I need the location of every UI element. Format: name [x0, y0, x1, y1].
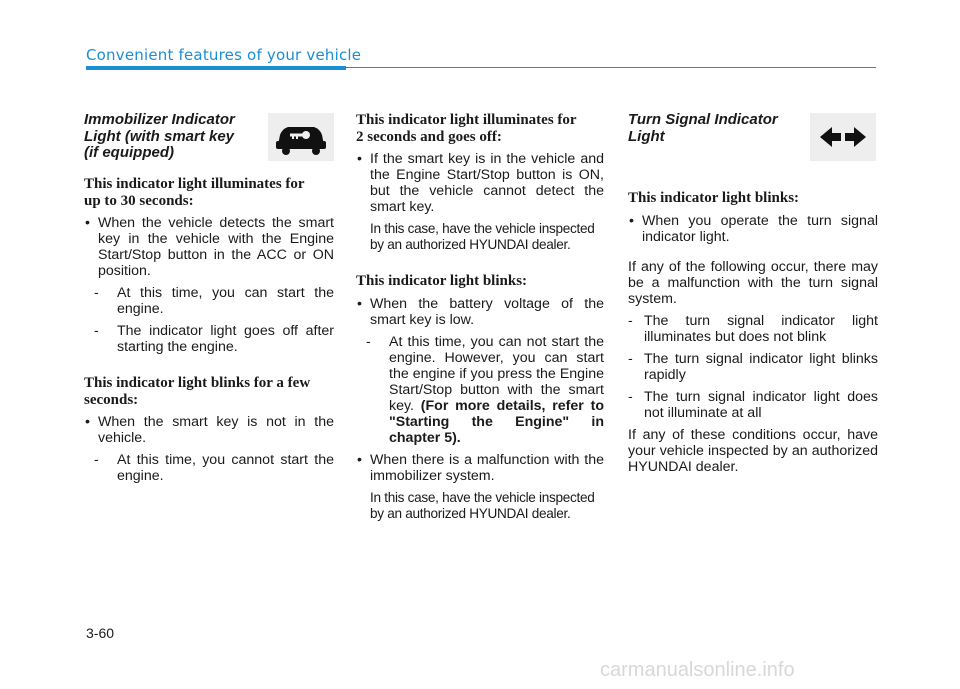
note-text: In this case, have the vehicle inspected by an authorized HYUNDAI dealer.: [370, 489, 595, 521]
dealer-paragraph: If any of these conditions occur, have your vehicle inspected by an authorized HYUNDAI dealer.: [628, 426, 878, 475]
list-item: • If the smart key is in the vehicle and the Engine Start/Stop button is ON, but the vehicle cannot detect the smart key.: [356, 151, 604, 215]
list-item: - At this time, you can not start the engine. However, you can start the engine if you press the Engine Start/Stop button with the smart key. (For more details, refer to "Starting the Engine" in chapter 5).: [366, 333, 604, 446]
immobilizer-heading: [84, 112, 334, 162]
note-text: In this case, have the vehicle inspected by an authorized HYUNDAI dealer.: [370, 221, 595, 252]
column-turn-signal: [628, 112, 878, 481]
list-item: - The turn signal indicator light blinks rapidly: [628, 350, 878, 383]
subheading-blinks: This indicator light blinks:: [356, 273, 528, 289]
list-item: • When the battery voltage of the smart key is low.: [356, 296, 604, 328]
section-header-title: Convenient features of your vehicle: [86, 46, 362, 64]
key-car-icon: [268, 113, 334, 161]
list-item: - At this time, you can start the engine.: [94, 285, 334, 317]
turn-signal-arrows-icon: [810, 113, 876, 161]
turn-signal-subheading: This indicator light blinks:: [628, 190, 800, 206]
watermark: carmanualsonline.info: [600, 659, 795, 681]
list-item: • When there is a malfunction with the immobilizer system.: [356, 452, 604, 484]
list-item: • When you operate the turn signal indicator light.: [628, 213, 878, 245]
list-item: - The indicator light goes off after starting the engine.: [94, 323, 334, 355]
turn-signal-heading: [628, 112, 878, 162]
immobilizer-title: Immobilizer Indicator Light (with smart key (if equipped): [84, 111, 235, 161]
immobilizer-subheading-illuminates: This indicator light illuminates for up to 30 seconds:: [84, 176, 305, 209]
page-number: 3-60: [86, 625, 115, 641]
malfunction-paragraph: If any of the following occur, there may be a malfunction with the turn signal system.: [628, 258, 878, 307]
list-item: • When the smart key is not in the vehicle.: [84, 414, 334, 446]
header-rule: [346, 67, 876, 68]
column-immobilizer-continued: [356, 112, 604, 528]
list-item: • When the vehicle detects the smart key in the vehicle with the Engine Start/Stop button in the ACC or ON position.: [84, 215, 334, 279]
list-item: - At this time, you cannot start the engine.: [94, 452, 334, 484]
chapter-reference: (For more details, refer to "Starting the Engine" in chapter 5).: [389, 397, 604, 446]
header-accent-bar: [86, 66, 346, 70]
turn-signal-title: Turn Signal Indicator Light: [628, 111, 778, 145]
list-item: - The turn signal indicator light does not illuminate at all: [628, 388, 878, 421]
column-immobilizer: [84, 112, 334, 490]
list-item: - The turn signal indicator light illuminates but does not blink: [628, 312, 878, 345]
immobilizer-subheading-blinks: This indicator light blinks for a few seconds:: [84, 375, 311, 408]
subheading-illuminates-2s: This indicator light illuminates for 2 seconds and goes off:: [356, 112, 577, 145]
